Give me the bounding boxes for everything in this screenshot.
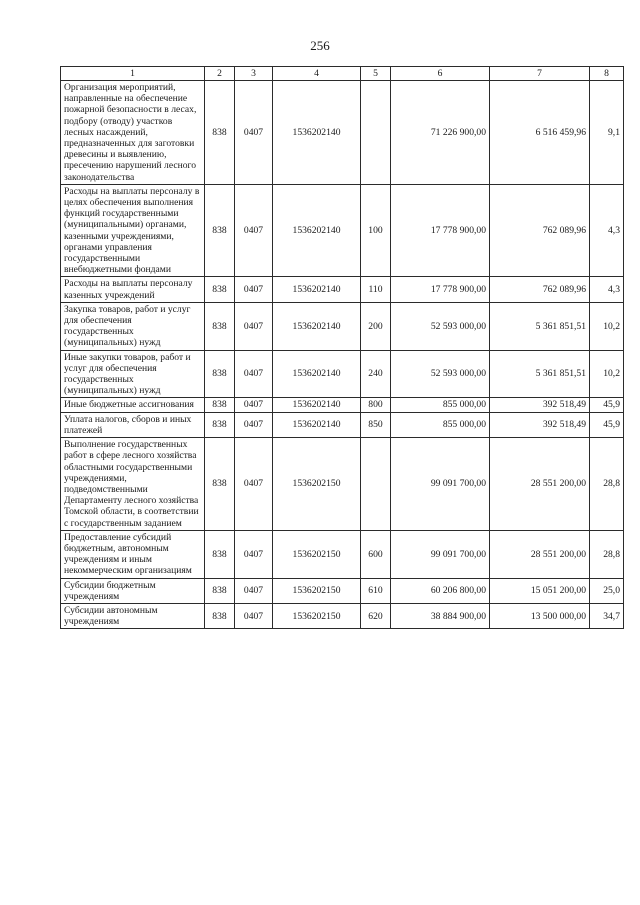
- planned-amount: 99 091 700,00: [391, 530, 490, 578]
- target-code: 1536202150: [273, 578, 361, 603]
- executed-amount: 762 089,96: [490, 184, 590, 277]
- execution-percent: 45,9: [590, 398, 624, 412]
- executed-amount: 15 051 200,00: [490, 578, 590, 603]
- planned-amount: 855 000,00: [391, 398, 490, 412]
- target-code: 1536202150: [273, 603, 361, 628]
- section-code: 0407: [235, 302, 273, 350]
- table-row: [61, 277, 624, 302]
- row-name: Иные бюджетные ассигнования: [61, 398, 205, 412]
- expense-type-code: 610: [361, 578, 391, 603]
- target-code: 1536202150: [273, 530, 361, 578]
- column-header: 6: [391, 67, 490, 81]
- executed-amount: 28 551 200,00: [490, 530, 590, 578]
- ministry-code: 838: [205, 438, 235, 531]
- expense-type-code: 100: [361, 184, 391, 277]
- row-name: Организация мероприятий, направленные на обеспечение пожарной безопасности в лесах, подбору (отводу) участков лесных насаждений, предназначенных для заготовки древесины и выявлению, пресечению нарушений лесного законодательства: [61, 81, 205, 185]
- row-name: Иные закупки товаров, работ и услуг для обеспечения государственных (муниципальных) нужд: [61, 350, 205, 398]
- planned-amount: 99 091 700,00: [391, 438, 490, 531]
- row-name: Закупка товаров, работ и услуг для обеспечения государственных (муниципальных) нужд: [61, 302, 205, 350]
- column-header: 2: [205, 67, 235, 81]
- target-code: 1536202140: [273, 302, 361, 350]
- planned-amount: 52 593 000,00: [391, 350, 490, 398]
- column-header: 1: [61, 67, 205, 81]
- executed-amount: 6 516 459,96: [490, 81, 590, 185]
- expense-type-code: [361, 438, 391, 531]
- executed-amount: 28 551 200,00: [490, 438, 590, 531]
- expense-type-code: 620: [361, 603, 391, 628]
- ministry-code: 838: [205, 398, 235, 412]
- ministry-code: 838: [205, 184, 235, 277]
- section-code: 0407: [235, 81, 273, 185]
- ministry-code: 838: [205, 277, 235, 302]
- planned-amount: 52 593 000,00: [391, 302, 490, 350]
- execution-percent: 28,8: [590, 530, 624, 578]
- executed-amount: 392 518,49: [490, 398, 590, 412]
- table-row: [61, 603, 624, 628]
- ministry-code: 838: [205, 530, 235, 578]
- executed-amount: 5 361 851,51: [490, 302, 590, 350]
- column-header: 7: [490, 67, 590, 81]
- column-header: 5: [361, 67, 391, 81]
- execution-percent: 25,0: [590, 578, 624, 603]
- execution-percent: 4,3: [590, 277, 624, 302]
- section-code: 0407: [235, 603, 273, 628]
- ministry-code: 838: [205, 578, 235, 603]
- ministry-code: 838: [205, 302, 235, 350]
- row-name: Расходы на выплаты персоналу казенных учреждений: [61, 277, 205, 302]
- table-row: [61, 530, 624, 578]
- execution-percent: 28,8: [590, 438, 624, 531]
- section-code: 0407: [235, 184, 273, 277]
- page-number: 256: [310, 38, 330, 53]
- planned-amount: 17 778 900,00: [391, 184, 490, 277]
- planned-amount: 855 000,00: [391, 412, 490, 437]
- execution-percent: 10,2: [590, 302, 624, 350]
- executed-amount: 392 518,49: [490, 412, 590, 437]
- execution-percent: 4,3: [590, 184, 624, 277]
- expense-type-code: 240: [361, 350, 391, 398]
- row-name: Расходы на выплаты персоналу в целях обеспечения выполнения функций государственными (муниципальными) органами, казенными учреждениями, органами управления государственными внебюджетными фондами: [61, 184, 205, 277]
- section-code: 0407: [235, 277, 273, 302]
- planned-amount: 71 226 900,00: [391, 81, 490, 185]
- expense-type-code: 600: [361, 530, 391, 578]
- expense-type-code: [361, 81, 391, 185]
- planned-amount: 60 206 800,00: [391, 578, 490, 603]
- table-row: [61, 184, 624, 277]
- row-name: Субсидии автономным учреждениям: [61, 603, 205, 628]
- executed-amount: 762 089,96: [490, 277, 590, 302]
- target-code: 1536202140: [273, 398, 361, 412]
- section-code: 0407: [235, 578, 273, 603]
- execution-percent: 9,1: [590, 81, 624, 185]
- table-row: [61, 578, 624, 603]
- ministry-code: 838: [205, 412, 235, 437]
- expense-type-code: 800: [361, 398, 391, 412]
- row-name: Уплата налогов, сборов и иных платежей: [61, 412, 205, 437]
- table-row: [61, 438, 624, 531]
- execution-percent: 10,2: [590, 350, 624, 398]
- expense-type-code: 110: [361, 277, 391, 302]
- target-code: 1536202140: [273, 277, 361, 302]
- ministry-code: 838: [205, 603, 235, 628]
- section-code: 0407: [235, 350, 273, 398]
- target-code: 1536202150: [273, 438, 361, 531]
- column-header: 3: [235, 67, 273, 81]
- section-code: 0407: [235, 398, 273, 412]
- budget-table: [60, 66, 624, 629]
- table-header-row: [61, 67, 624, 81]
- row-name: Субсидии бюджетным учреждениям: [61, 578, 205, 603]
- column-header: 8: [590, 67, 624, 81]
- target-code: 1536202140: [273, 350, 361, 398]
- table-row: [61, 412, 624, 437]
- expense-type-code: 850: [361, 412, 391, 437]
- row-name: Предоставление субсидий бюджетным, автономным учреждениям и иным некоммерческим организациям: [61, 530, 205, 578]
- planned-amount: 38 884 900,00: [391, 603, 490, 628]
- execution-percent: 34,7: [590, 603, 624, 628]
- section-code: 0407: [235, 438, 273, 531]
- executed-amount: 13 500 000,00: [490, 603, 590, 628]
- table-row: [61, 302, 624, 350]
- table-row: [61, 398, 624, 412]
- execution-percent: 45,9: [590, 412, 624, 437]
- target-code: 1536202140: [273, 184, 361, 277]
- section-code: 0407: [235, 530, 273, 578]
- planned-amount: 17 778 900,00: [391, 277, 490, 302]
- target-code: 1536202140: [273, 81, 361, 185]
- column-header: 4: [273, 67, 361, 81]
- table-row: [61, 350, 624, 398]
- row-name: Выполнение государственных работ в сфере лесного хозяйства областными государственными учреждениями, подведомственными Департаменту лесного хозяйства Томской области, в соответствии с государственным заданием: [61, 438, 205, 531]
- ministry-code: 838: [205, 350, 235, 398]
- table-row: [61, 81, 624, 185]
- executed-amount: 5 361 851,51: [490, 350, 590, 398]
- target-code: 1536202140: [273, 412, 361, 437]
- ministry-code: 838: [205, 81, 235, 185]
- expense-type-code: 200: [361, 302, 391, 350]
- section-code: 0407: [235, 412, 273, 437]
